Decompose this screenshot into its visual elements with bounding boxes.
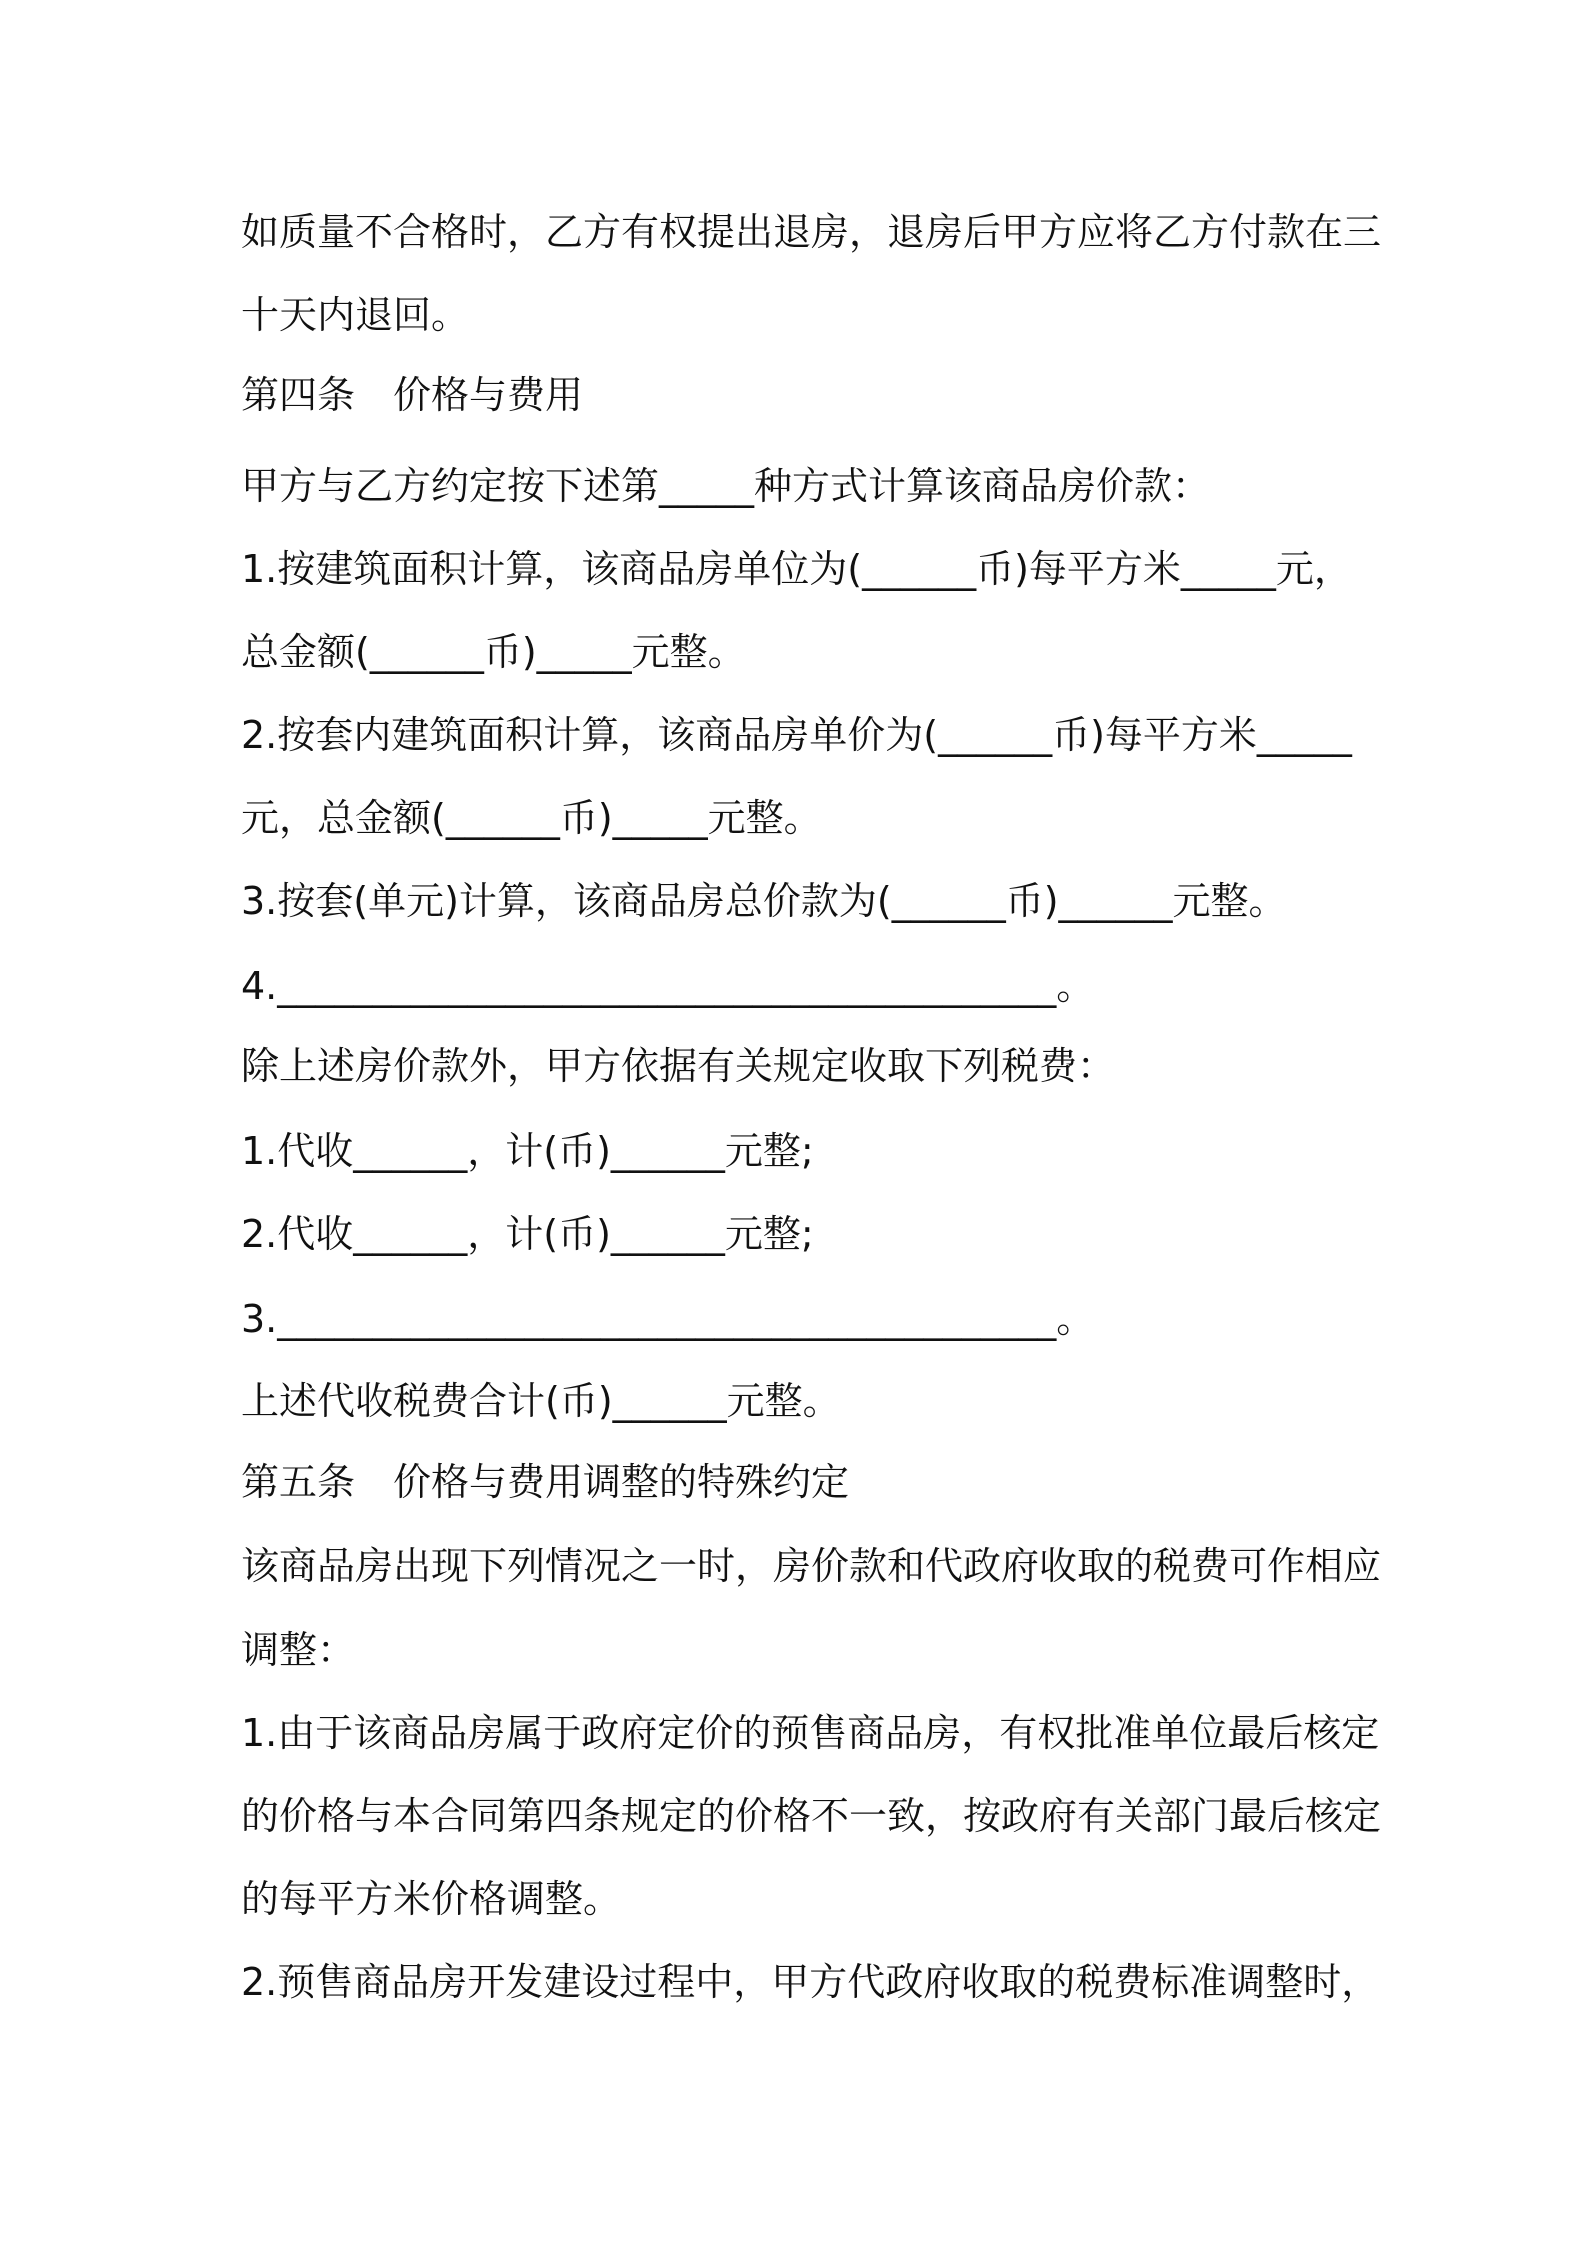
paragraph-line: 元，总金额(______币)_____元整。: [241, 796, 822, 840]
paragraph-line: 上述代收税费合计(币)______元整。: [241, 1379, 841, 1423]
paragraph-line: 十天内退回。: [241, 293, 470, 337]
list-item: 1.代收______，计(币)______元整;: [241, 1129, 814, 1173]
list-item: 3._________________________________________。: [241, 1297, 1095, 1341]
paragraph-line: 的价格与本合同第四条规定的价格不一致，按政府有关部门最后核定: [241, 1794, 1382, 1838]
list-item: 2.按套内建筑面积计算，该商品房单价为(______币)每平方米_____: [241, 713, 1352, 757]
list-item: 4._________________________________________。: [241, 964, 1095, 1008]
paragraph-line: 如质量不合格时，乙方有权提出退房，退房后甲方应将乙方付款在三: [241, 210, 1382, 254]
paragraph-line: 的每平方米价格调整。: [241, 1877, 622, 1921]
article-4-title: 价格与费用: [393, 373, 584, 417]
list-item: 3.按套(单元)计算，该商品房总价款为(______币)______元整。: [241, 879, 1287, 923]
list-item: 2.预售商品房开发建设过程中，甲方代政府收取的税费标准调整时，: [241, 1960, 1380, 2004]
article-5-number: 第五条: [241, 1460, 356, 1504]
paragraph-line: 该商品房出现下列情况之一时，房价款和代政府收取的税费可作相应: [241, 1544, 1382, 1588]
paragraph-line: 总金额(______币)_____元整。: [241, 630, 746, 674]
list-item: 1.按建筑面积计算，该商品房单位为(______币)每平方米_____元，: [241, 547, 1352, 591]
article-4-heading: [241, 371, 1361, 419]
paragraph-line: 除上述房价款外，甲方依据有关规定收取下列税费：: [241, 1044, 1116, 1088]
article-5-title: 价格与费用调整的特殊约定: [393, 1460, 850, 1504]
article-5-heading: [241, 1458, 1361, 1506]
list-item: 1.由于该商品房属于政府定价的预售商品房，有权批准单位最后核定: [241, 1711, 1380, 1755]
list-item: 2.代收______，计(币)______元整;: [241, 1212, 814, 1256]
paragraph-line: 甲方与乙方约定按下述第_____种方式计算该商品房价款：: [241, 464, 1211, 508]
paragraph-line: 调整：: [241, 1628, 356, 1672]
article-4-number: 第四条: [241, 373, 356, 417]
